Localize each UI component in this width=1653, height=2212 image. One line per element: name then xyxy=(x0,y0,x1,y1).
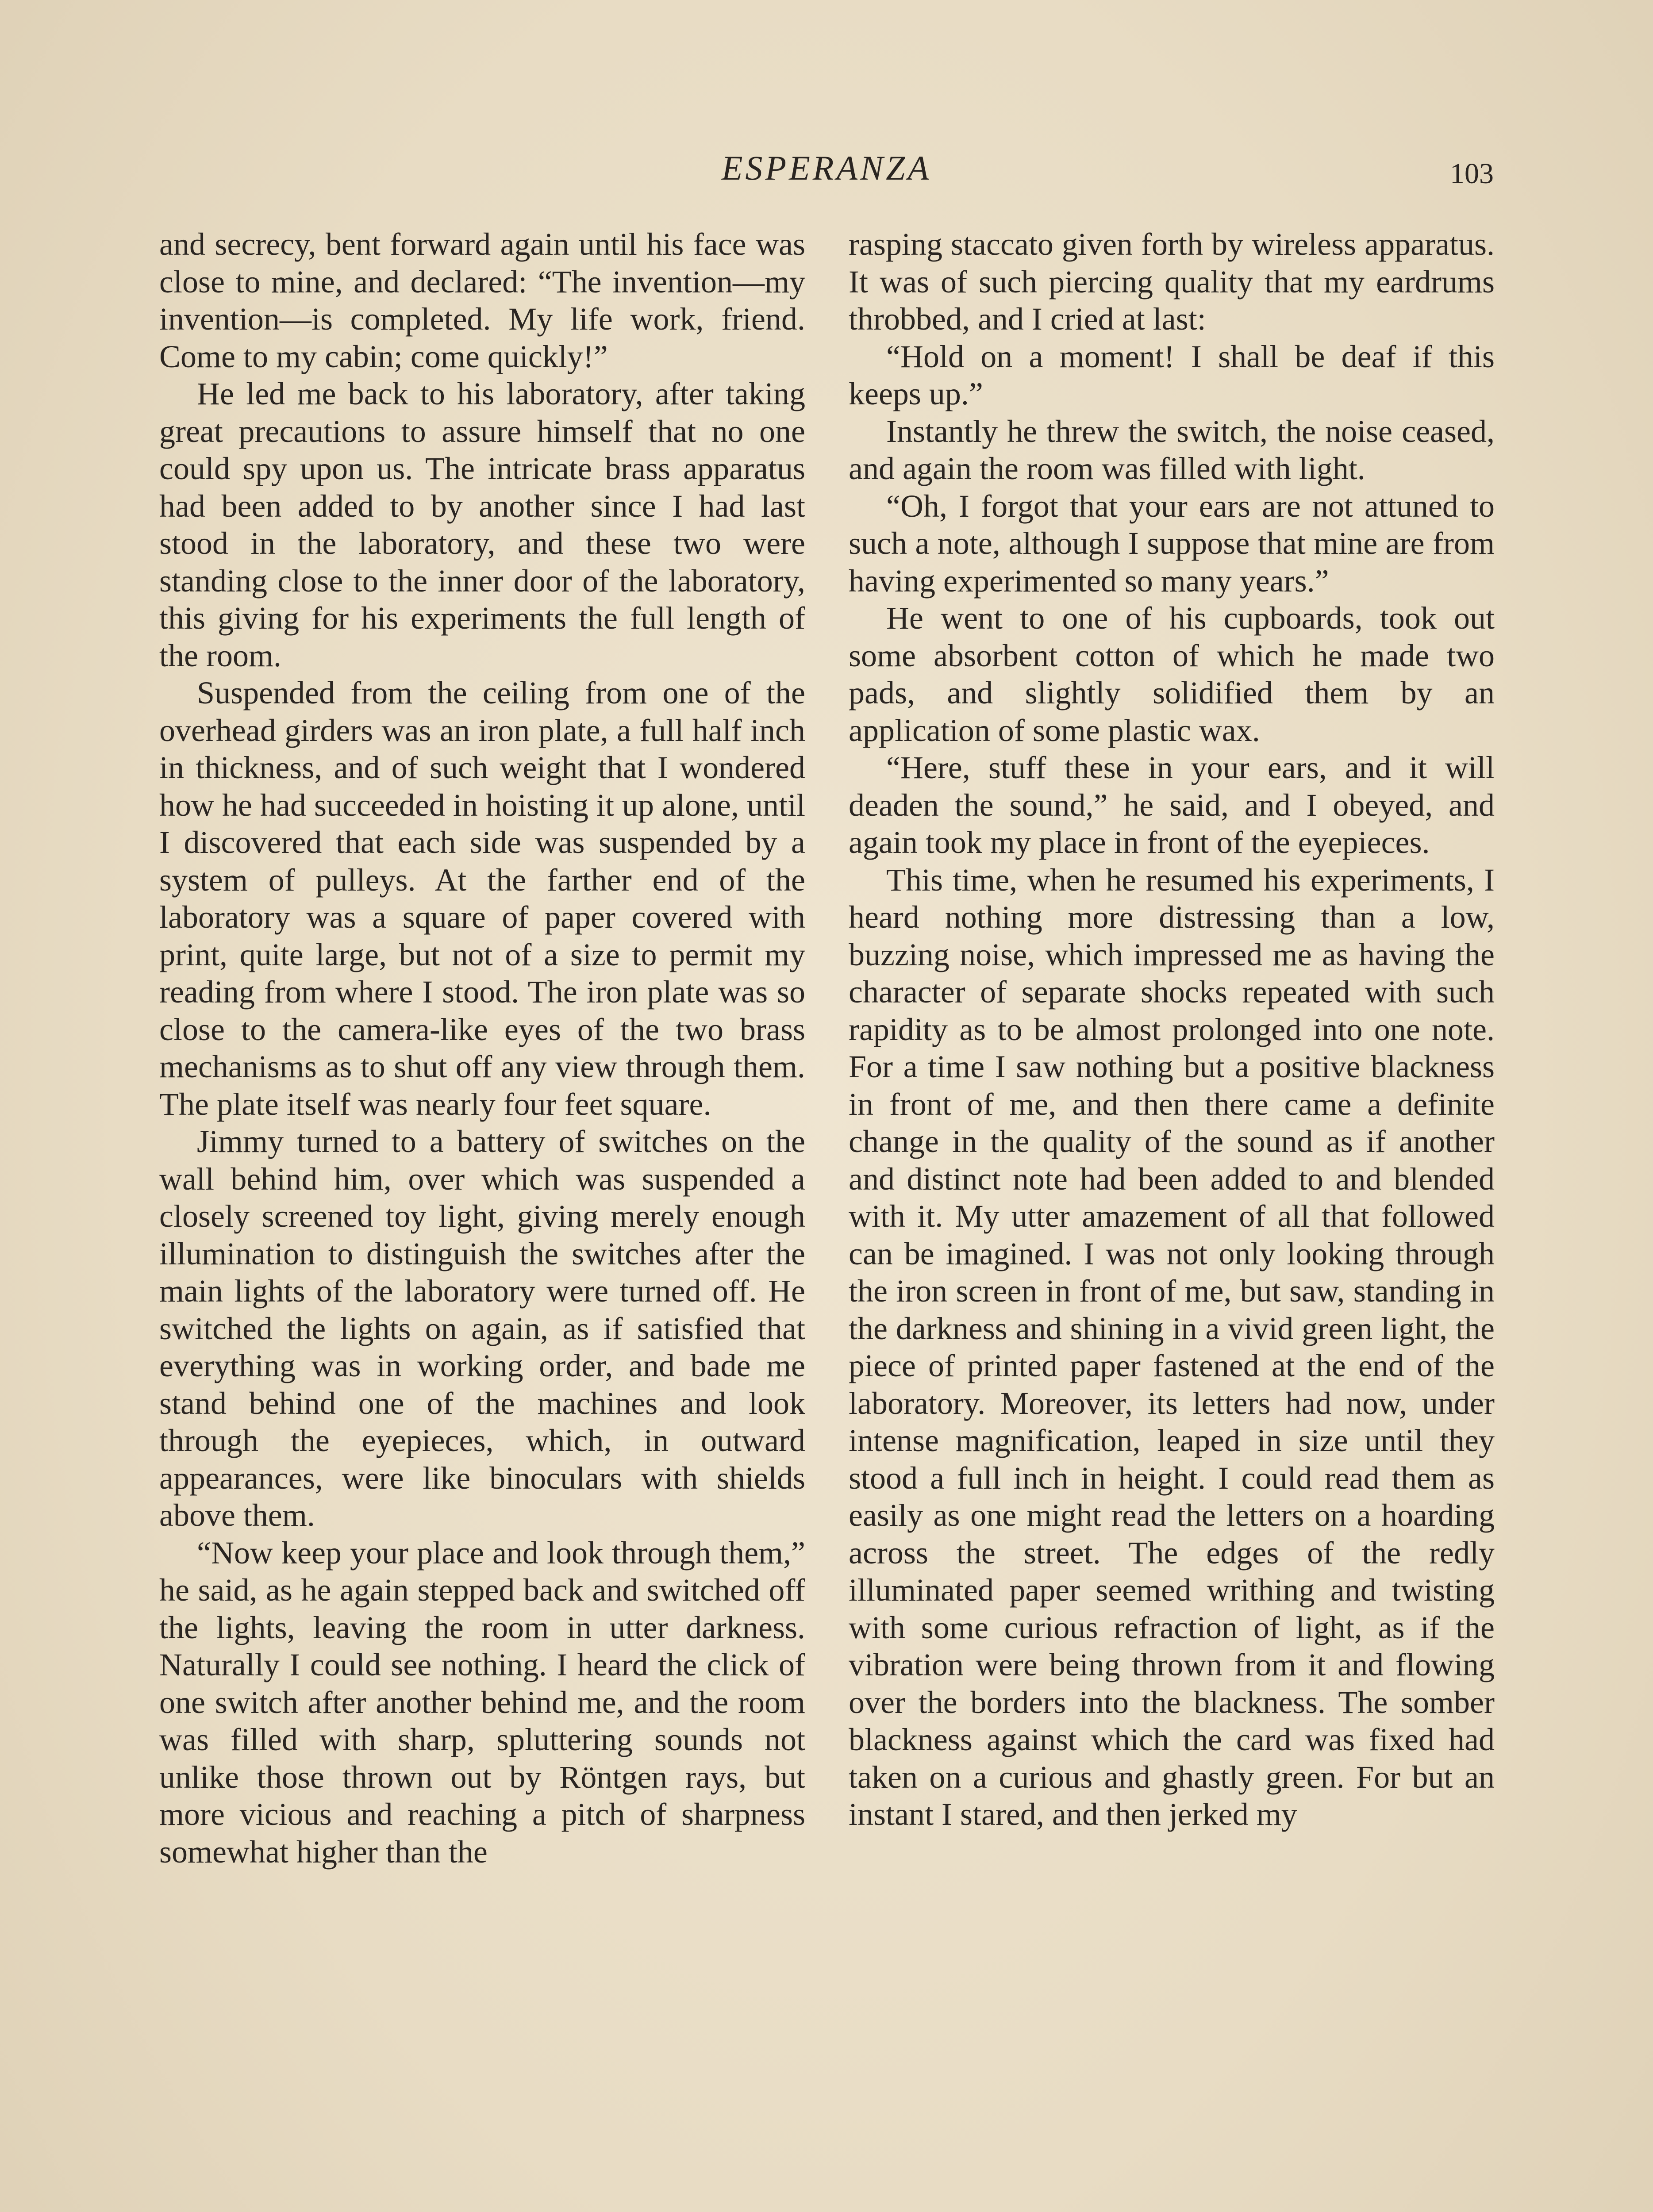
page-number: 103 xyxy=(1450,157,1494,190)
running-title: ESPERANZA xyxy=(721,149,932,187)
paragraph: Instantly he threw the switch, the noise ceased, and again the room was filled with light. xyxy=(849,413,1495,486)
left-column xyxy=(159,226,805,1870)
paragraph: “Now keep your place and look through them,” he said, as he again stepped back and switched off the lights, leaving the room in utter darkness. Naturally I could see nothing. I heard the click of one switch after another behind me, and the room was filled with sharp, spluttering sounds not unlike those thrown out by Röntgen rays, but more vicious and reaching a pitch of sharpness somewhat higher than the xyxy=(159,1535,805,1870)
paragraph: This time, when he resumed his experiments, I heard nothing more distressing than a low, buzzing noise, which impressed me as having the character of separate shocks repeated with such rapidity as to be almost prolonged into one note. For a time I saw nothing but a positive blackness in front of me, and then there came a definite change in the quality of the sound as if another and distinct note had been added to and blended with it. My utter amazement of all that followed can be imagined. I was not only looking through the iron screen in front of me, but saw, standing in the darkness and shining in a vivid green light, the piece of printed paper fastened at the end of the laboratory. Moreover, its letters had now, under intense magnification, leaped in size until they stood a full inch in height. I could read them as easily as one might read the letters on a hoarding across the street. The edges of the redly illuminated paper seemed writhing and twisting with some curious refraction of light, as if the vibration were being thrown from it and flowing over the borders into the blackness. The somber blackness against which the card was fixed had taken on a curious and ghastly green. For but an instant I stared, and then jerked my xyxy=(849,862,1495,1832)
paragraph: and secrecy, bent forward again until his face was close to mine, and declared: “The invention—my invention—is completed. My life work, friend. Come to my cabin; come quickly!” xyxy=(159,227,805,374)
paragraph: Suspended from the ceiling from one of the overhead girders was an iron plate, a full half inch in thickness, and of such weight that I wondered how he had succeeded in hoisting it up alone, until I discovered that each side was suspended by a system of pulleys. At the farther end of the laboratory was a square of paper covered with print, quite large, but not of a size to permit my reading from where I stood. The iron plate was so close to the camera-like eyes of the two brass mechanisms as to shut off any view through them. The plate itself was nearly four feet square. xyxy=(159,675,805,1122)
paragraph: “Here, stuff these in your ears, and it will deaden the sound,” he said, and I obeyed, and again took my place in front of the eyepieces. xyxy=(849,750,1495,860)
paragraph: “Oh, I forgot that your ears are not attuned to such a note, although I suppose that mine are from having experimented so many years.” xyxy=(849,488,1495,599)
paragraph: He led me back to his laboratory, after taking great precautions to assure himself that no one could spy upon us. The intricate brass apparatus had been added to by another since I had last stood in the laboratory, and these two were standing close to the inner door of the laboratory, this giving for his experiments the full length of the room. xyxy=(159,376,805,673)
paragraph: Jimmy turned to a battery of switches on the wall behind him, over which was suspended a closely screened toy light, giving merely enough illumination to distinguish the switches after the main lights of the laboratory were turned off. He switched the lights on again, as if satisfied that everything was in working order, and bade me stand behind one of the machines and look through the eyepieces, which, in outward appearances, were like binoculars with shields above them. xyxy=(159,1124,805,1533)
right-column xyxy=(849,226,1495,1833)
paragraph: rasping staccato given forth by wireless apparatus. It was of such piercing quality that my eardrums throbbed, and I cried at last: xyxy=(849,227,1495,337)
paragraph: “Hold on a moment! I shall be deaf if this keeps up.” xyxy=(849,338,1495,411)
paragraph: He went to one of his cupboards, took out some absorbent cotton of which he made two pads, and slightly solidified them by an application of some plastic wax. xyxy=(849,600,1495,748)
